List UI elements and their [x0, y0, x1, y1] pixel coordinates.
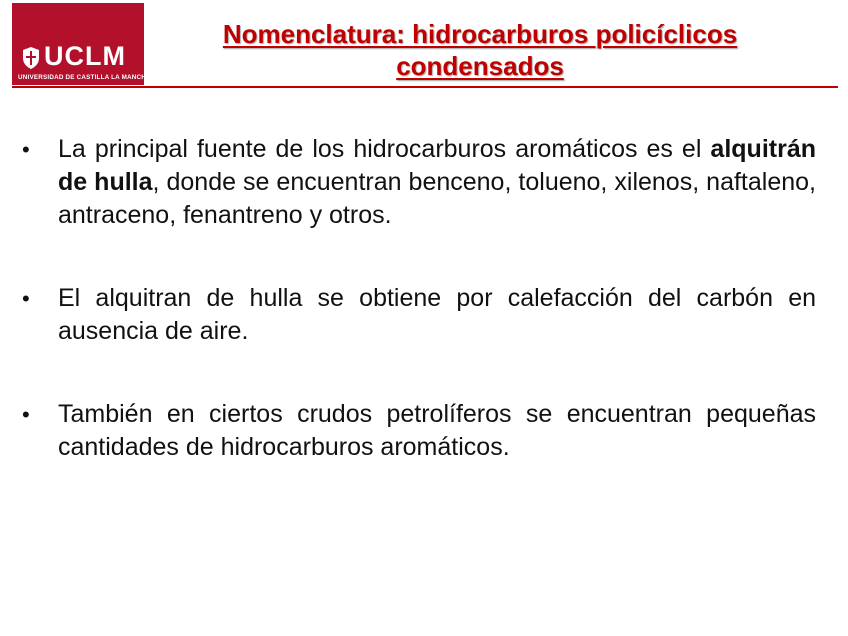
bullet-item — [22, 398, 816, 464]
bullet-text: También en ciertos crudos petrolíferos se encuentran pequeñas cantidades de hidrocarburos aromáticos. — [58, 400, 816, 461]
bullet-bold-text: alquitrán de hulla — [58, 135, 816, 196]
bullet-icon: • — [22, 137, 30, 162]
bullet-text-end: , donde se encuentran benceno, tolueno, xilenos, naftaleno, antraceno, fenantreno y otros. — [58, 168, 816, 229]
page-title: Nomenclatura: hidrocarburos policíclicos condensados — [222, 19, 738, 81]
bullet-item — [22, 133, 816, 232]
bullet-icon: • — [22, 286, 30, 311]
bullet-item — [22, 282, 816, 348]
bullet-text: El alquitran de hulla se obtiene por calefacción del carbón en ausencia de aire. — [58, 284, 816, 345]
bullet-list — [22, 133, 816, 513]
logo-subtitle: UNIVERSIDAD DE CASTILLA LA MANCHA — [18, 74, 151, 81]
logo-text: UCLM — [44, 41, 126, 71]
bullet-text-start: La principal fuente de los hidrocarburos aromáticos es el — [58, 135, 711, 163]
bullet-icon: • — [22, 402, 30, 427]
title-divider — [12, 86, 838, 88]
uclm-logo — [12, 3, 151, 85]
crest-icon — [18, 47, 44, 69]
